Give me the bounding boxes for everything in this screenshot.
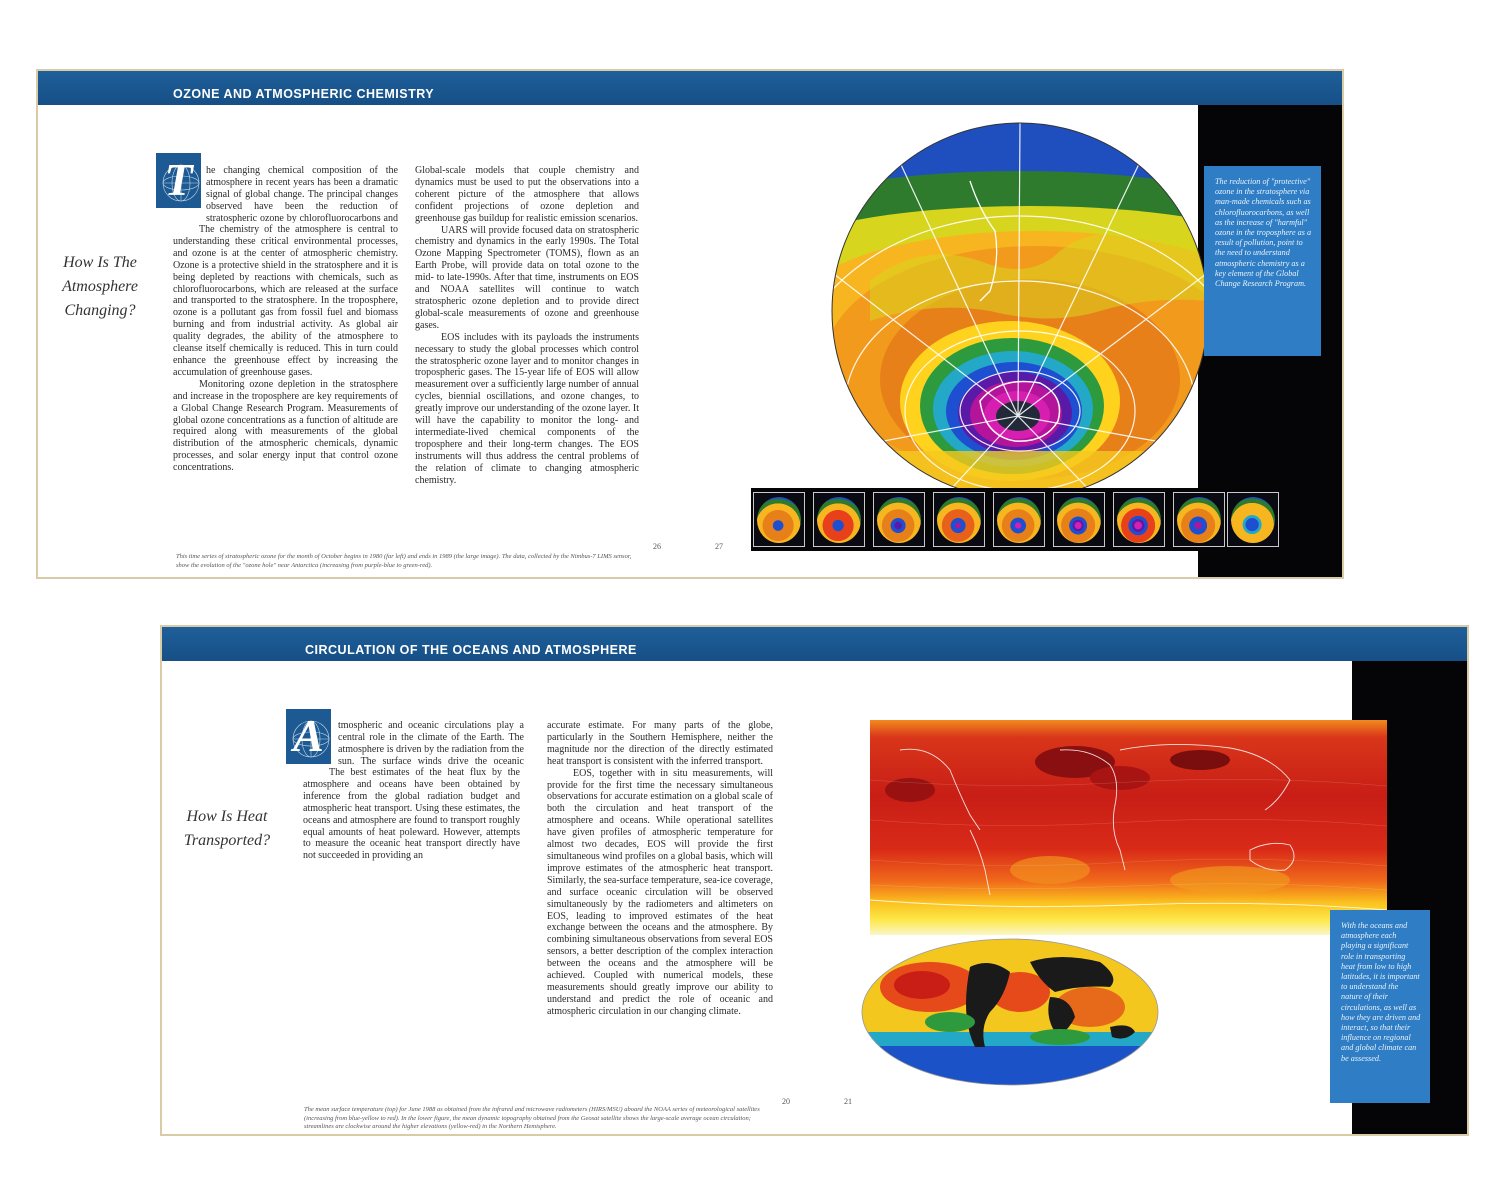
paragraph: he changing chemical composition of the atmosphere in recent years has been a dramatic signal of global change. The principal changes observed have been the reduction of stratospheric ozone by chlorofluorocarbons and: [206, 165, 398, 223]
paragraph: The best estimates of the heat flux by the atmosphere and oceans have been obtained by inference from the global radiation budget and atmospheric heat transport. Using these estimates, the oceans and atmosphere are found to transport roughly equal amounts of heat poleward. However, attempts to measure the oceanic heat transport directly have not succeeded in providing an: [303, 767, 520, 862]
surface-temperature-map: [870, 720, 1387, 935]
ozone-thumbnail: [1053, 492, 1105, 547]
side-question: How Is The Atmosphere Changing?: [62, 254, 138, 319]
ozone-thumbnail: [993, 492, 1045, 547]
ozone-thumbnail: [1173, 492, 1225, 547]
figure-caption: This time series of stratospheric ozone for the month of October begins in 1980 (far left) and ends in 1989 (the large image). The data, collected by the Nimbus-7 LIMS sensor, show the evolution of the "ozone hole" near Antarctica (increasing from purple-blue to green-red).: [176, 553, 632, 569]
paragraph: EOS includes with its payloads the instruments necessary to study the global processes which control the stratospheric ozone layer and to monitor changes in tropospheric gases. The 15-year life of EOS will allow measurement over a sufficiently large number of annual cycles, biennial oscillations, and ozone changes, to greatly improve our understanding of the ozone layer. It will have the capability to monitor the long- and intermediate-lived chemical components of the troposphere and their long-term changes. The EOS instruments will thus address the central problems of the relation of climate to changing atmospheric chemistry.: [415, 331, 639, 486]
ozone-thumbnail: [753, 492, 805, 547]
ozone-thumbnail: [1227, 492, 1279, 547]
paragraph: The chemistry of the atmosphere is central to understanding these critical environmental processes, and ozone is at the center of atmospheric chemistry. Ozone is a protective shield in the stratosphere and it is being depleted by reactions with chemicals, such as chlorofluorocarbons, which are released at the surface and transported to the stratosphere. In the troposphere, ozone is a pollutant gas from fossil fuel and biomass burning and from industrial activity. As global air quality degrades, the ability of the atmosphere to cleanse itself chemically is reduced. This in turn could enhance the greenhouse effect by increasing the accumulation of greenhouse gases.: [173, 224, 398, 378]
ozone-thumbnail: [813, 492, 865, 547]
page-number-right: 27: [715, 542, 723, 551]
callout-box: With the oceans and atmosphere each playing a significant role in transporting heat from low to high latitudes, it is important to understand the nature of their circulations, as well as how they are driven and interact, so that their influence on regional and global climate can be assessed.: [1330, 910, 1430, 1103]
ozone-spread: [36, 69, 1344, 579]
paragraph: Monitoring ozone depletion in the stratosphere and increase in the troposphere are key requirements of a Global Change Research Program. Measurements of global ozone concentrations as a function of altitude are required along with measurements of the global distribution of the atmospheric chemicals, dynamic processes, and solar energy input that control ozone concentrations.: [173, 378, 398, 474]
section-title: CIRCULATION OF THE OCEANS AND ATMOSPHERE: [305, 643, 637, 657]
paragraph: [338, 720, 524, 768]
ozone-time-series-strip: [751, 488, 1227, 551]
ozone-globe-image: [830, 121, 1210, 501]
figure-caption: The mean surface temperature (top) for June 1988 as obtained from the infrared and microwave radiometers (HIRS/MSU) aboard the NOAA series of meteorological satellites (increasing from blue-yellow to red). In the lower figure, the mean dynamic topography obtained from the Geosat satellite shows the large-scale average ocean circulation; streamlines are clockwise around the higher elevations (yellow-red) in the Northern Hemisphere.: [304, 1106, 760, 1130]
text-column-2: [547, 720, 773, 1078]
side-question: How Is Heat Transported?: [183, 808, 271, 849]
paragraph: EOS, together with in situ measurements, will provide for the first time the necessary simultaneous observations for accurate estimation on a global scale of both the circulation and heat transport of the atmosphere and oceans. While operational satellites have given profiles of atmospheric temperature for almost two decades, EOS will provide the first simultaneous wind profiles on a global basis, which will improve estimates of the atmospheric heat transport. Similarly, the sea-surface temperature, sea-ice coverage, and surface oceanic circulation will be observed simultaneously by the radiometers and altimeters on EOS, leading to improved estimates of the heat exchange between the oceans and the atmosphere. By combining simultaneous observations from several EOS sensors, a better description of the complex interaction between the oceans and the atmosphere will be achieved. Coupled with numerical models, these measurements should greatly improve our ability to understand and predict the role of oceanic and atmospheric circulation in our changing climate.: [547, 767, 773, 1017]
page-number-left: 20: [782, 1097, 790, 1106]
ozone-thumbnail: [873, 492, 925, 547]
paragraph: UARS will provide focused data on stratospheric chemistry and dynamics in the early 1990s. The Total Ozone Mapping Spectrometer (TOMS), flown as an Earth Probe, will provide data on total ozone to the mid- to late-1990s. After that time, instruments on EOS and NOAA satellites will continue to watch stratospheric ozone depletion and to provide direct global-scale measurements of ozone and greenhouse gases.: [415, 224, 639, 331]
paragraph-lead: tmospheric and oceanic circulations play a central role in the climate of the Earth. The atmosphere is driven by the radiation from the sun. The surface winds drive the oceanic: [338, 720, 524, 767]
paragraph: accurate estimate. For many parts of the globe, particularly in the Southern Hemisphere, neither the magnitude nor the direction of the directly estimated heat transport is consistent with the inferred transport.: [547, 720, 773, 767]
ozone-thumbnail: [933, 492, 985, 547]
text-column-1-top: [206, 165, 398, 223]
callout-box: The reduction of "protective" ozone in the stratosphere via man-made chemicals such as chlorofluorocarbons, as well as the increase of "harmful" ozone in the troposphere as a result of pollution, point to the need to understand atmospheric chemistry as a key element of the Global Change Research Program.: [1204, 166, 1321, 356]
drop-cap: [286, 709, 331, 764]
text-column-1: [303, 767, 520, 1073]
page-number-left: 26: [653, 542, 661, 551]
paragraph: Global-scale models that couple chemistry and dynamics must be used to put the observations into a coherent picture of the atmosphere that allows confident projections of ozone depletion and greenhouse gas buildup for realistic emission scenarios.: [415, 165, 639, 224]
dynamic-topography-map: [860, 937, 1160, 1087]
section-title: OZONE AND ATMOSPHERIC CHEMISTRY: [173, 87, 435, 101]
text-column-1-top: [338, 720, 524, 768]
page-number-right: 21: [844, 1097, 852, 1106]
drop-cap: [156, 153, 201, 208]
text-column-1: [173, 224, 398, 522]
text-column-2: [415, 165, 639, 521]
drop-cap-letter: T: [164, 154, 193, 205]
drop-cap-letter: A: [293, 710, 324, 761]
ozone-thumbnail: [1113, 492, 1165, 547]
